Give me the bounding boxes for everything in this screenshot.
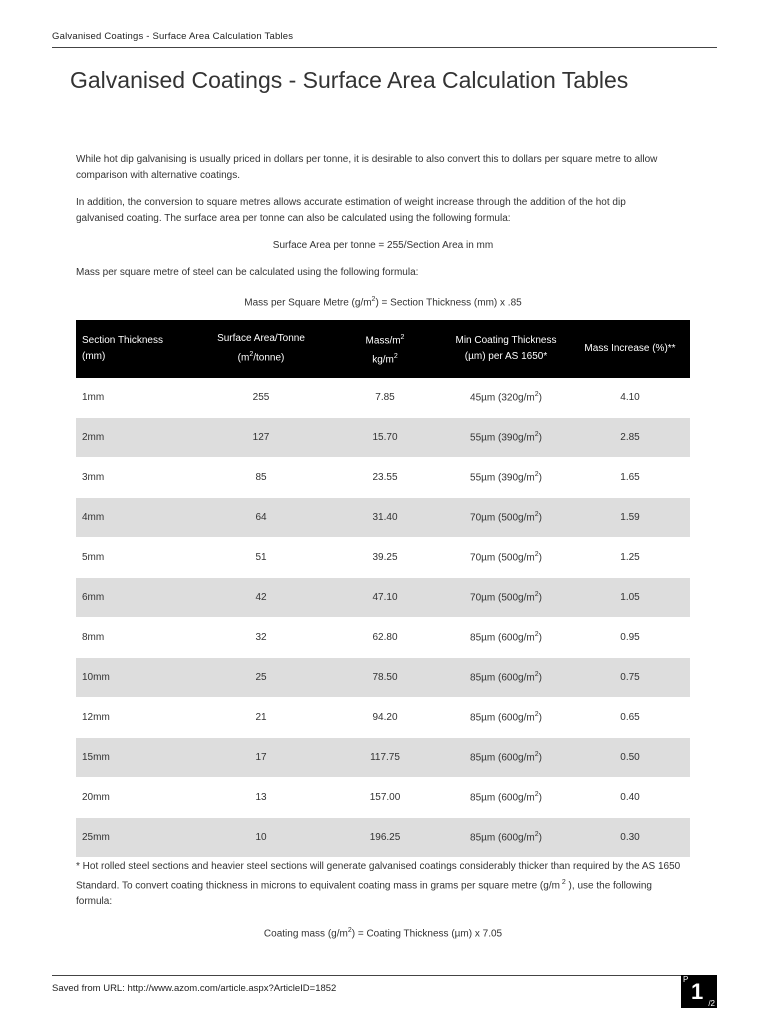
cell-min-coating-sup: 2: [534, 511, 539, 519]
cell-min-coating-value: 85µm (600g/m: [470, 632, 535, 644]
page-indicator: [681, 975, 717, 1008]
cell-surface-area: 13: [194, 778, 328, 818]
cell-min-coating-value: 85µm (600g/m: [470, 672, 535, 684]
header-section-thickness: Section Thickness (mm): [76, 320, 194, 378]
cell-mass-increase: 2.85: [570, 418, 690, 458]
cell-surface-area: 51: [194, 538, 328, 578]
cell-min-coating-close: ): [538, 832, 542, 844]
footnote: [76, 859, 690, 910]
cell-min-coating-sup: 2: [534, 671, 539, 679]
cell-min-coating-sup: 2: [534, 631, 539, 639]
cell-mass: 47.10: [328, 578, 442, 618]
cell-surface-area: 25: [194, 658, 328, 698]
cell-mass: 196.25: [328, 818, 442, 858]
cell-min-coating: [442, 458, 570, 498]
cell-min-coating: [442, 498, 570, 538]
cell-min-coating-close: ): [538, 712, 542, 724]
cell-min-coating-close: ): [538, 672, 542, 684]
cell-mass: 78.50: [328, 658, 442, 698]
coating-formula-sup: 2: [347, 927, 352, 934]
mass-formula-sup: 2: [371, 296, 376, 303]
page-title: Galvanised Coatings - Surface Area Calculation Tables: [70, 67, 629, 93]
cell-mass-increase: 1.59: [570, 498, 690, 538]
footer-divider: [52, 975, 717, 976]
surface-area-formula: Surface Area per tonne = 255/Section Area in mm: [272, 240, 494, 251]
cell-mass: 15.70: [328, 418, 442, 458]
table-row: [76, 418, 690, 458]
coating-formula-pre: Coating mass (g/m: [263, 928, 348, 940]
cell-min-coating-value: 85µm (600g/m: [470, 712, 535, 724]
cell-min-coating: [442, 738, 570, 778]
header-surface-area-sup: 2: [249, 351, 254, 359]
cell-mass-increase: 0.75: [570, 658, 690, 698]
cell-min-coating-value: 70µm (500g/m: [470, 592, 535, 604]
table-row: [76, 738, 690, 778]
cell-min-coating-sup: 2: [534, 831, 539, 839]
footnote-text: * Hot rolled steel sections and heavier steel sections will generate galvanised coatings considerably thicker than required by the AS 1650 Standard. To convert coating thickness in microns to equivalent coating mass in grams per square metre (g/m: [76, 861, 681, 892]
header-mass-sup: 2: [400, 333, 405, 341]
table-row: [76, 698, 690, 738]
cell-mass: 94.20: [328, 698, 442, 738]
cell-min-coating-sup: 2: [534, 431, 539, 439]
header-surface-area-unit-post: /tonne): [253, 352, 285, 364]
cell-min-coating-close: ): [538, 752, 542, 764]
cell-mass-increase: 0.95: [570, 618, 690, 658]
cell-mass: 157.00: [328, 778, 442, 818]
cell-min-coating-sup: 2: [534, 751, 539, 759]
cell-mass-increase: 4.10: [570, 378, 690, 418]
mass-formula-post: ) = Section Thickness (mm) x .85: [375, 297, 522, 309]
cell-section-thickness: 5mm: [76, 538, 194, 578]
cell-mass: 62.80: [328, 618, 442, 658]
cell-min-coating: [442, 698, 570, 738]
cell-min-coating: [442, 658, 570, 698]
header-mass: [328, 320, 442, 378]
cell-mass: 31.40: [328, 498, 442, 538]
cell-min-coating-close: ): [538, 472, 542, 484]
header-mass-title: Mass/m: [365, 335, 401, 346]
table-row: [76, 818, 690, 858]
table-row: [76, 618, 690, 658]
cell-surface-area: 32: [194, 618, 328, 658]
cell-surface-area: 21: [194, 698, 328, 738]
header-surface-area: [194, 320, 328, 378]
cell-min-coating-sup: 2: [534, 471, 539, 479]
cell-mass: 23.55: [328, 458, 442, 498]
cell-min-coating-value: 55µm (390g/m: [470, 472, 535, 484]
cell-min-coating-close: ): [538, 512, 542, 524]
cell-min-coating-value: 55µm (390g/m: [470, 432, 535, 444]
cell-section-thickness: 6mm: [76, 578, 194, 618]
cell-min-coating-value: 70µm (500g/m: [470, 512, 535, 524]
cell-section-thickness: 25mm: [76, 818, 194, 858]
cell-section-thickness: 15mm: [76, 738, 194, 778]
cell-mass: 117.75: [328, 738, 442, 778]
cell-min-coating-sup: 2: [534, 591, 539, 599]
cell-mass-increase: 0.65: [570, 698, 690, 738]
header-surface-area-unit-pre: (m: [237, 352, 250, 364]
cell-min-coating-close: ): [538, 552, 542, 564]
cell-mass-increase: 0.50: [570, 738, 690, 778]
cell-min-coating: [442, 778, 570, 818]
cell-section-thickness: 20mm: [76, 778, 194, 818]
cell-section-thickness: 1mm: [76, 378, 194, 418]
table-row: [76, 578, 690, 618]
coatings-table-container: [76, 320, 690, 858]
cell-min-coating: [442, 378, 570, 418]
header-mass-increase: Mass Increase (%)**: [570, 320, 690, 378]
table-row: [76, 658, 690, 698]
cell-min-coating-close: ): [538, 392, 542, 404]
cell-min-coating: [442, 538, 570, 578]
mass-formula: [76, 293, 690, 310]
cell-min-coating-value: 70µm (500g/m: [470, 552, 535, 564]
header-mass-unit-sup: 2: [393, 353, 398, 360]
coatings-table: [76, 320, 690, 858]
cell-min-coating: [442, 418, 570, 458]
table-body: [76, 378, 690, 858]
coating-mass-formula: [76, 924, 690, 941]
cell-min-coating-sup: 2: [534, 551, 539, 559]
cell-surface-area: 17: [194, 738, 328, 778]
cell-min-coating-close: ): [538, 592, 542, 604]
table-row: [76, 498, 690, 538]
cell-mass: 39.25: [328, 538, 442, 578]
header-mass-unit: kg/m: [372, 354, 394, 366]
cell-surface-area: 42: [194, 578, 328, 618]
running-header: Galvanised Coatings - Surface Area Calculation Tables: [52, 31, 294, 42]
cell-mass-increase: 1.65: [570, 458, 690, 498]
cell-mass: 7.85: [328, 378, 442, 418]
cell-mass-increase: 1.25: [570, 538, 690, 578]
cell-section-thickness: 8mm: [76, 618, 194, 658]
footnote-sup: 2: [559, 879, 566, 886]
cell-surface-area: 85: [194, 458, 328, 498]
page-number: 1: [691, 979, 704, 1004]
intro-paragraph: While hot dip galvanising is usually priced in dollars per tonne, it is desirable to also convert this to dollars per square metre to allow comparison with alternative coatings.: [76, 154, 658, 181]
cell-min-coating-sup: 2: [534, 711, 539, 719]
cell-min-coating-value: 85µm (600g/m: [470, 792, 535, 804]
header-divider: [52, 47, 717, 48]
table-row: [76, 458, 690, 498]
page-label: P: [683, 975, 689, 984]
coating-formula-post: ) = Coating Thickness (µm) x 7.05: [351, 928, 503, 940]
cell-mass-increase: 1.05: [570, 578, 690, 618]
cell-section-thickness: 3mm: [76, 458, 194, 498]
cell-min-coating-value: 85µm (600g/m: [470, 832, 535, 844]
table-row: [76, 538, 690, 578]
cell-mass-increase: 0.40: [570, 778, 690, 818]
footer-source-url: Saved from URL: http://www.azom.com/article.aspx?ArticleID=1852: [52, 983, 337, 994]
header-surface-area-title: Surface Area/Tonne: [217, 333, 305, 345]
cell-section-thickness: 4mm: [76, 498, 194, 538]
footnote-text-end: ), use the following formula:: [76, 880, 652, 908]
cell-min-coating: [442, 618, 570, 658]
cell-section-thickness: 12mm: [76, 698, 194, 738]
cell-mass-increase: 0.30: [570, 818, 690, 858]
cell-min-coating-value: 45µm (320g/m: [470, 392, 535, 404]
cell-min-coating-close: ): [538, 432, 542, 444]
cell-section-thickness: 2mm: [76, 418, 194, 458]
cell-min-coating: [442, 578, 570, 618]
mass-paragraph: Mass per square metre of steel can be calculated using the following formula:: [76, 267, 419, 278]
cell-min-coating: [442, 818, 570, 858]
cell-surface-area: 255: [194, 378, 328, 418]
cell-min-coating-close: ): [538, 632, 542, 644]
cell-min-coating-sup: 2: [534, 791, 539, 799]
table-header-row: [76, 320, 690, 378]
cell-min-coating-close: ): [538, 792, 542, 804]
conversion-paragraph: In addition, the conversion to square metres allows accurate estimation of weight increase through the addition of the hot dip galvanised coating. The surface area per tonne can also be calculated using the following formula:: [76, 197, 626, 224]
cell-section-thickness: 10mm: [76, 658, 194, 698]
mass-formula-pre: Mass per Square Metre (g/m: [244, 297, 372, 309]
cell-surface-area: 64: [194, 498, 328, 538]
cell-min-coating-value: 85µm (600g/m: [470, 752, 535, 764]
cell-surface-area: 127: [194, 418, 328, 458]
table-row: [76, 378, 690, 418]
table-row: [76, 778, 690, 818]
cell-min-coating-sup: 2: [534, 391, 539, 399]
page-total: /2: [708, 999, 715, 1008]
cell-surface-area: 10: [194, 818, 328, 858]
header-min-coating: Min Coating Thickness (µm) per AS 1650*: [442, 320, 570, 378]
